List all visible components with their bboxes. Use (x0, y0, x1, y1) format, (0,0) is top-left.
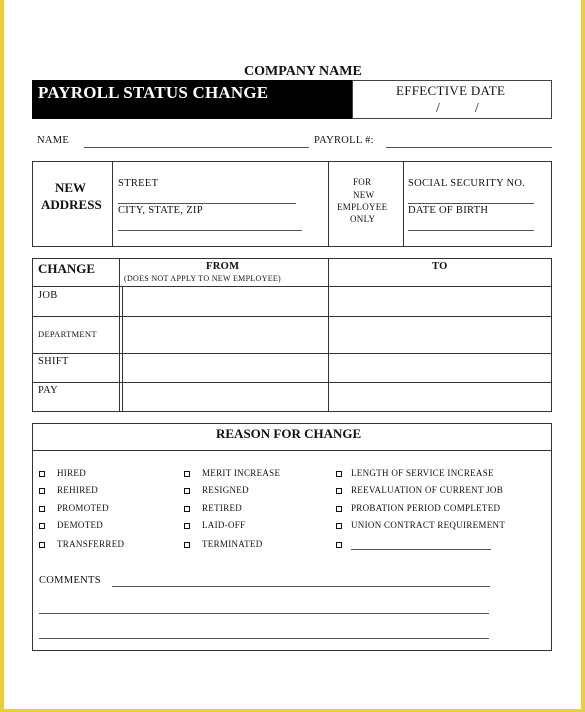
option-merit-increase: MERIT INCREASE (202, 468, 281, 478)
payroll-field[interactable] (386, 147, 552, 148)
checkbox-terminated[interactable] (184, 542, 190, 548)
checkbox-transferred[interactable] (39, 542, 45, 548)
ssn-label: SOCIAL SECURITY NO. (408, 178, 526, 189)
row-job: JOB (38, 290, 58, 301)
comments-line-1[interactable] (112, 586, 490, 587)
dob-label: DATE OF BIRTH (408, 205, 489, 216)
other-reason-field[interactable] (351, 549, 491, 550)
option-laid-off: LAID-OFF (202, 520, 246, 530)
address-section (32, 161, 552, 247)
option-union-contract: UNION CONTRACT REQUIREMENT (351, 520, 506, 530)
comments-line-3[interactable] (39, 638, 489, 639)
change-header: CHANGE (38, 261, 96, 276)
new-address-heading-2: ADDRESS (41, 197, 102, 212)
from-header: FROM (206, 261, 240, 272)
comments-line-2[interactable] (39, 613, 489, 614)
for-new-employee-3: EMPLOYEE (337, 202, 388, 212)
option-rehired: REHIRED (57, 485, 99, 495)
change-table (32, 258, 552, 412)
option-length-of-service: LENGTH OF SERVICE INCREASE (351, 468, 494, 478)
checkbox-merit-increase[interactable] (184, 471, 190, 477)
name-field[interactable] (84, 147, 309, 148)
form-title: PAYROLL STATUS CHANGE (38, 83, 269, 102)
row-shift: SHIFT (38, 356, 69, 367)
checkbox-other[interactable] (336, 542, 342, 548)
reason-section (32, 423, 552, 651)
row-department: DEPARTMENT (38, 329, 97, 339)
option-hired: HIRED (57, 468, 86, 478)
effective-date-label: EFFECTIVE DATE (396, 83, 506, 98)
checkbox-rehired[interactable] (39, 488, 45, 494)
from-note: (DOES NOT APPLY TO NEW EMPLOYEE) (124, 274, 282, 283)
option-transferred: TRANSFERRED (57, 539, 125, 549)
option-reevaluation: REEVALUATION OF CURRENT JOB (351, 485, 504, 495)
option-terminated: TERMINATED (202, 539, 263, 549)
for-new-employee-2: NEW (353, 190, 375, 200)
checkbox-reevaluation[interactable] (336, 488, 342, 494)
option-retired: RETIRED (202, 503, 243, 513)
title-bar (32, 80, 352, 119)
option-probation-completed: PROBATION PERIOD COMPLETED (351, 503, 501, 513)
checkbox-demoted[interactable] (39, 523, 45, 529)
checkbox-laid-off[interactable] (184, 523, 190, 529)
payroll-label: PAYROLL #: (314, 135, 374, 146)
city-state-zip-label: CITY, STATE, ZIP (118, 205, 203, 216)
checkbox-union-contract[interactable] (336, 523, 342, 529)
effective-date-value[interactable]: / / (436, 101, 479, 116)
dob-field[interactable] (408, 230, 534, 231)
checkbox-probation-completed[interactable] (336, 506, 342, 512)
for-new-employee-4: ONLY (350, 214, 376, 224)
checkbox-promoted[interactable] (39, 506, 45, 512)
option-resigned: RESIGNED (202, 485, 249, 495)
company-name: COMPANY NAME (244, 64, 362, 79)
city-state-zip-field[interactable] (118, 230, 302, 231)
reason-heading: REASON FOR CHANGE (216, 426, 362, 441)
street-field[interactable] (118, 203, 296, 204)
effective-date-box (352, 80, 552, 119)
option-demoted: DEMOTED (57, 520, 104, 530)
for-new-employee-1: FOR (353, 177, 372, 187)
checkbox-resigned[interactable] (184, 488, 190, 494)
comments-label: COMMENTS (39, 575, 101, 586)
row-pay: PAY (38, 385, 58, 396)
to-header: TO (432, 261, 448, 272)
checkbox-hired[interactable] (39, 471, 45, 477)
checkbox-retired[interactable] (184, 506, 190, 512)
option-promoted: PROMOTED (57, 503, 109, 513)
ssn-field[interactable] (408, 203, 534, 204)
street-label: STREET (118, 178, 159, 189)
checkbox-length-of-service[interactable] (336, 471, 342, 477)
new-address-heading-1: NEW (55, 180, 87, 195)
name-label: NAME (37, 135, 70, 146)
